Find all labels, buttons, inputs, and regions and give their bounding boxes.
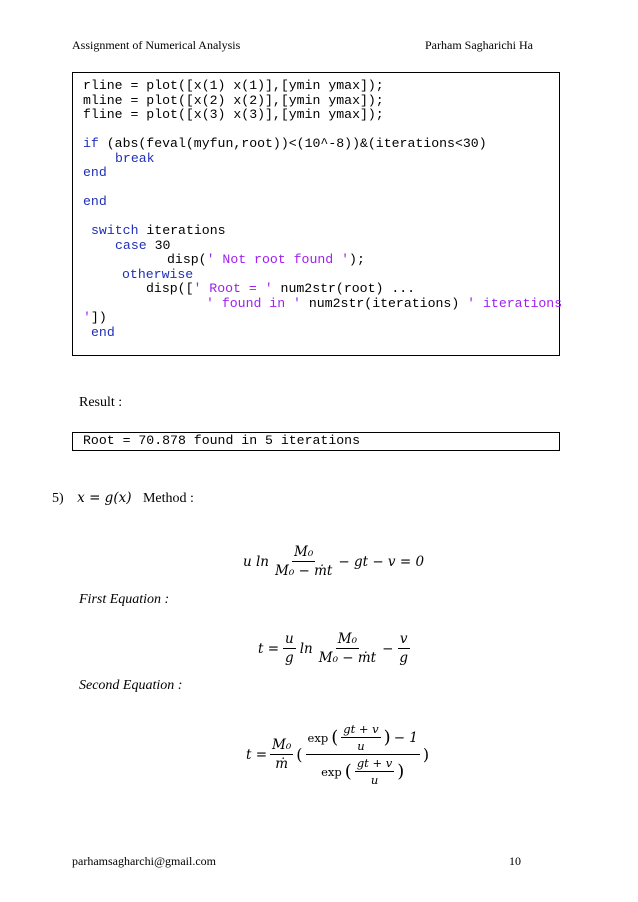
big-fraction: [306, 722, 420, 787]
code-line-end: [91, 326, 115, 341]
string-literal: ' Root = ': [193, 281, 273, 296]
code-line-break: [115, 152, 155, 167]
fraction-numerator: gt + v: [356, 756, 393, 770]
code-line-switch: [91, 224, 226, 239]
section-number: 5): [52, 491, 64, 506]
first-equation-label: First Equation :: [79, 592, 170, 607]
string-literal: ': [83, 310, 91, 325]
string-literal: ' found in ': [206, 296, 301, 311]
fraction-denominator: g: [285, 650, 294, 666]
code-line-disp: [146, 282, 415, 297]
string-literal: ' Not root found ': [206, 252, 350, 267]
fraction: [355, 756, 394, 787]
paren: ): [383, 727, 391, 748]
open-paren: (: [296, 745, 303, 764]
code-line-case: [115, 239, 170, 254]
code-line-if: [83, 137, 487, 152]
if-condition: (abs(feval(myfun,root))<(10^-8))&(iterations<30): [98, 136, 487, 151]
fraction-denominator: M₀ − ṁt: [318, 650, 377, 666]
header-author: Parham Sagharichi Ha: [425, 38, 533, 52]
fraction-numerator: gt + v: [343, 722, 379, 736]
fraction-numerator: u: [285, 631, 294, 647]
fraction: [273, 544, 334, 579]
code-block: [72, 72, 563, 356]
fraction-denominator: g: [399, 650, 409, 666]
fraction: [397, 631, 410, 666]
code-line-end: [83, 166, 107, 181]
switch-variable: iterations: [138, 223, 226, 238]
fraction-numerator: M₀: [294, 544, 314, 560]
code-line: fline = plot([x(3) x(3)],[ymin ymax]);: [83, 107, 384, 122]
case-value: 30: [146, 238, 171, 253]
equation-first: [258, 631, 410, 666]
minus-sign: −: [382, 640, 394, 657]
page-number: 10: [509, 854, 521, 868]
fraction-numerator: M₀: [272, 737, 292, 753]
code-line: rline = plot([x(1) x(1)],[ymin ymax]);: [83, 78, 384, 93]
keyword-switch: switch: [91, 223, 139, 238]
keyword-if: if: [83, 136, 99, 151]
equation-lhs: t =: [258, 640, 280, 657]
fraction-numerator: v: [399, 631, 408, 647]
section-heading: [52, 490, 194, 507]
disp-call: disp([: [146, 281, 194, 296]
string-literal: ' iterations: [467, 296, 563, 311]
equation-tail: − gt − v = 0: [338, 553, 425, 570]
fraction-denominator: u: [357, 739, 365, 753]
disp-close: ]): [90, 310, 107, 325]
result-label: Result :: [79, 395, 123, 410]
paren: (: [331, 727, 339, 748]
code-line-disp: [167, 253, 365, 268]
header-title: Assignment of Numerical Analysis: [72, 38, 241, 52]
fraction-denominator: u: [370, 773, 379, 787]
footer-email: parhamsagharchi@gmail.com: [72, 854, 216, 868]
disp-arg: num2str(iterations): [300, 296, 468, 311]
fraction: [283, 631, 296, 666]
exp-function: exp: [321, 764, 342, 779]
fraction: [317, 631, 378, 666]
keyword-end: end: [83, 165, 107, 180]
keyword-end: end: [83, 194, 107, 209]
keyword-otherwise: otherwise: [122, 267, 194, 282]
big-fraction-numerator: [306, 722, 420, 755]
disp-close: );: [349, 252, 365, 267]
disp-arg: num2str(root) ...: [272, 281, 416, 296]
equation-lead: u ln: [243, 553, 269, 570]
result-output-box: [72, 432, 560, 451]
minus-one: − 1: [393, 729, 418, 746]
code-line-continuation: [206, 297, 562, 312]
result-output: Root = 70.878 found in 5 iterations: [83, 433, 360, 448]
log-operator: ln: [299, 640, 313, 657]
section-title: Method :: [142, 491, 194, 506]
fraction-denominator: ṁ: [275, 756, 289, 772]
paren: (: [344, 761, 352, 782]
code-line-end: [83, 195, 107, 210]
second-equation-label: Second Equation :: [79, 678, 183, 693]
fraction-numerator: M₀: [337, 631, 358, 647]
disp-call: disp(: [167, 252, 207, 267]
keyword-case: case: [115, 238, 147, 253]
big-fraction-denominator: [319, 755, 406, 787]
keyword-break: break: [115, 151, 155, 166]
close-paren: ): [422, 745, 430, 764]
fraction: [270, 737, 293, 772]
code-line-continuation: [83, 311, 107, 326]
paren: ): [397, 761, 405, 782]
fraction-denominator: M₀ − ṁt: [275, 563, 333, 579]
exp-function: exp: [307, 730, 329, 745]
equation-main: [243, 544, 424, 579]
keyword-end: end: [91, 325, 115, 340]
equation-second: [246, 722, 429, 787]
fraction: [341, 722, 380, 753]
equation-lhs: t =: [246, 746, 268, 763]
code-line: mline = plot([x(2) x(2)],[ymin ymax]);: [83, 93, 384, 108]
section-math-title: x = g(x): [77, 490, 132, 506]
